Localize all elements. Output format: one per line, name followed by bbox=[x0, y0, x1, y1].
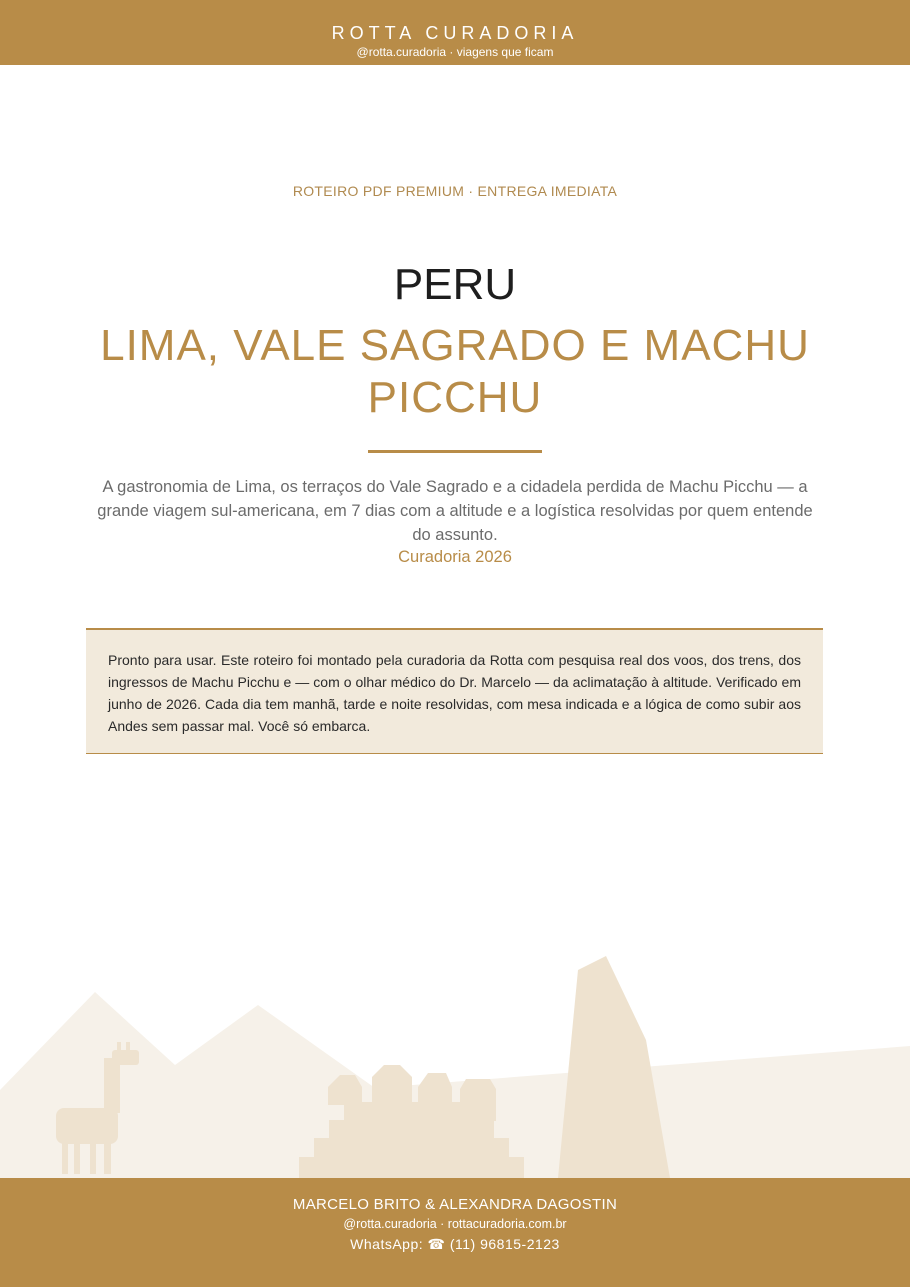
andes-illustration bbox=[0, 940, 910, 1180]
destination-subtitle: LIMA, VALE SAGRADO E MACHU PICCHU bbox=[100, 321, 810, 422]
country-title: PERU bbox=[393, 260, 517, 309]
brand-handle: @rotta.curadoria · viagens que ficam bbox=[356, 45, 554, 59]
divider bbox=[368, 450, 542, 453]
eyebrow-label: ROTEIRO PDF PREMIUM · ENTREGA IMEDIATA bbox=[292, 183, 618, 199]
intro-text: A gastronomia de Lima, os terraços do Vale Sagrado e a cidadela perdida de Machu Picchu — a grande viagem sul-americana, em 7 dias com a altitude e a logística resolvidas por quem entende do assunto. bbox=[97, 478, 813, 544]
authors-names: MARCELO BRITO & ALEXANDRA DAGOSTIN bbox=[292, 1196, 618, 1213]
top-banner bbox=[0, 0, 910, 65]
contact-web: @rotta.curadoria · rottacuradoria.com.br bbox=[343, 1217, 567, 1231]
edition-year: Curadoria 2026 bbox=[398, 548, 512, 566]
notice-text: Pronto para usar. Este roteiro foi montado pela curadoria da Rotta com pesquisa real dos voos, dos trens, dos ingressos de Machu Picchu e — com o olhar médico do Dr. Marcelo — da aclimatação à altitude. Verificado em junho de 2026. Cada dia tem manhã, tarde e noite resolvidas, com mesa indicada e a lógica de como subir aos Andes sem passar mal. Você só embarca. bbox=[108, 652, 801, 734]
brand-name: ROTTA CURADORIA bbox=[331, 23, 579, 43]
whatsapp-contact: WhatsApp: ☎ (11) 96815-2123 bbox=[350, 1236, 560, 1252]
bottom-banner bbox=[0, 1178, 910, 1287]
ready-notice-box bbox=[86, 628, 823, 754]
inca-ruins-icon bbox=[299, 1065, 524, 1180]
